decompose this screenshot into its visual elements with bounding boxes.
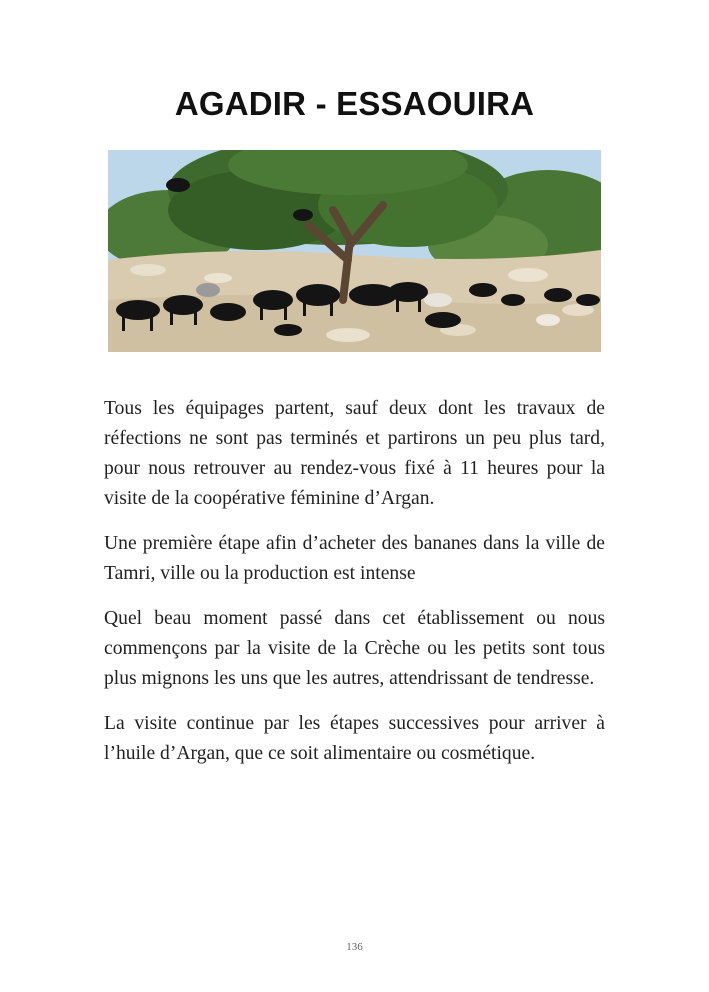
body-text: [104, 394, 605, 784]
photo-rock: [130, 264, 166, 276]
photo-goat-grey: [196, 283, 220, 297]
photo-goat: [166, 178, 190, 192]
photo-rock: [204, 273, 232, 283]
paragraph: Tous les équipages partent, sauf deux dont les travaux de réfections ne sont pas terminés et partirons un peu plus tard, pour nous retrouver au rendez-vous fixé à 11 heures pour la visite de la coopérative féminine d’Argan.: [104, 398, 605, 509]
photo-goat-white: [424, 293, 452, 307]
photo-goat: [293, 209, 313, 221]
paragraph: Une première étape afin d’acheter des bananes dans la ville de Tamri, ville ou la production est intense: [104, 533, 605, 584]
photo-rock: [508, 268, 548, 282]
page-title: AGADIR - ESSAOUIRA: [174, 85, 535, 122]
page-number: 136: [346, 941, 363, 953]
photo-goat-white: [536, 314, 560, 326]
photo-rock: [326, 328, 370, 342]
argan-goats-photo: [108, 150, 601, 352]
photo-illustration: [108, 150, 601, 352]
paragraph: Quel beau moment passé dans cet établissement ou nous commençons par la visite de la Crèche ou les petits sont tous plus mignons les uns que les autres, attendrissant de tendresse.: [104, 608, 605, 689]
paragraph: La visite continue par les étapes successives pour arriver à l’huile d’Argan, que ce soit alimentaire ou cosmétique.: [104, 713, 605, 764]
